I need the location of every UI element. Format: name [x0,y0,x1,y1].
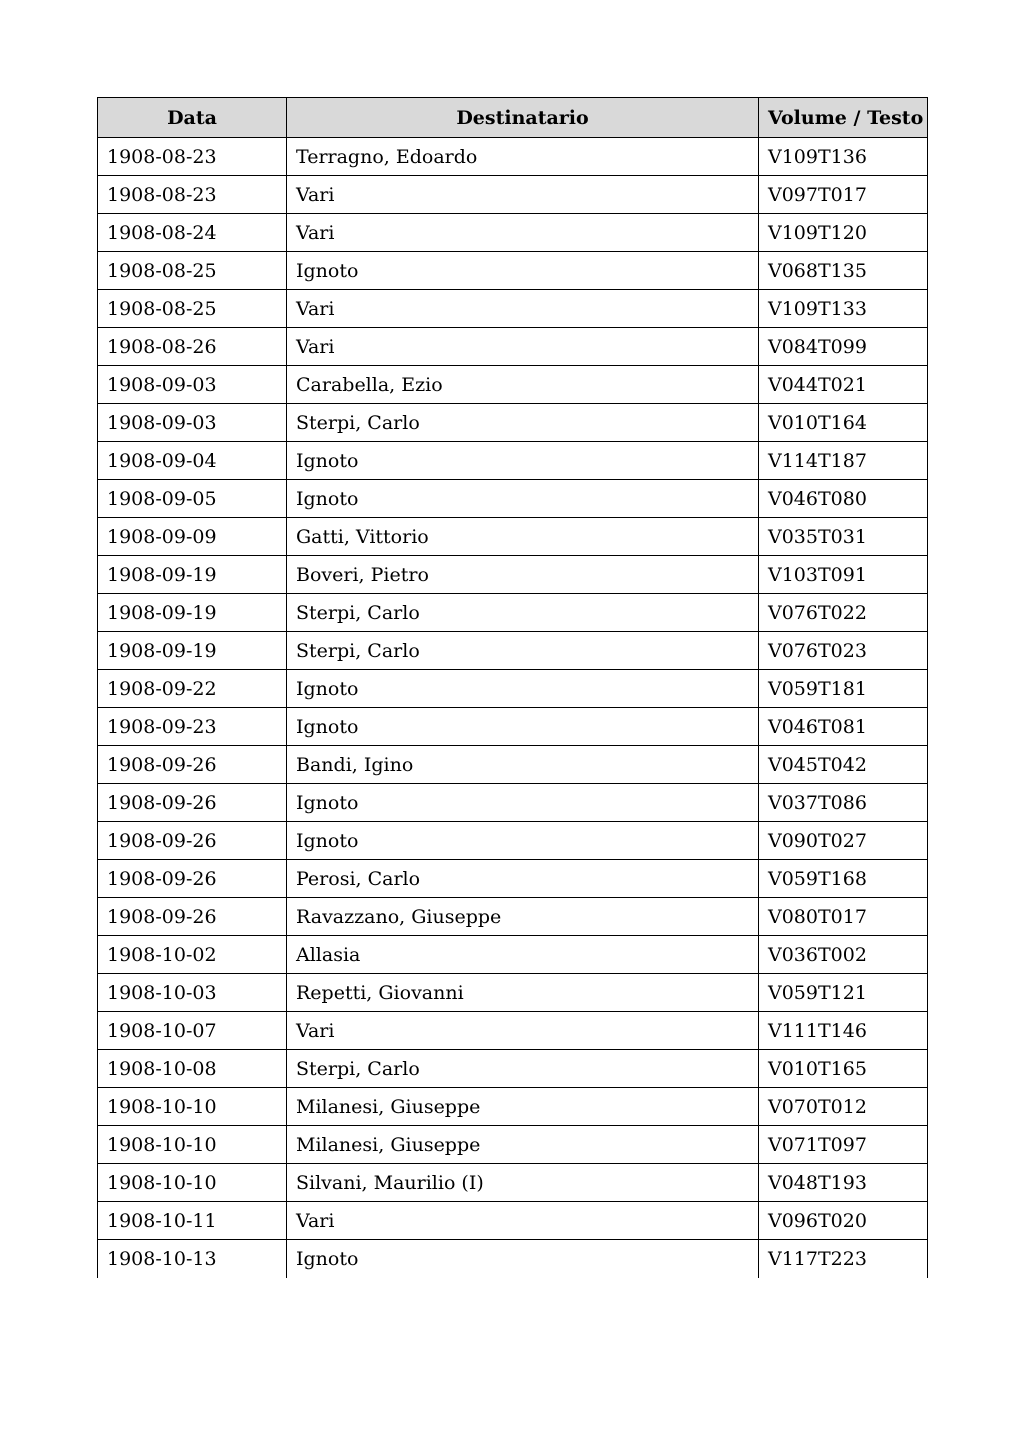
table-row [98,746,928,784]
table-row [98,632,928,670]
header-volume-testo: Volume / Testo [759,98,928,138]
cell-destinatario: Milanesi, Giuseppe [287,1126,759,1164]
cell-volume-testo: V035T031 [759,518,928,556]
cell-volume-testo: V117T223 [759,1240,928,1278]
cell-destinatario: Ignoto [287,252,759,290]
cell-data: 1908-09-22 [98,670,287,708]
table-row [98,214,928,252]
cell-destinatario: Silvani, Maurilio (I) [287,1164,759,1202]
table-row [98,176,928,214]
cell-volume-testo: V096T020 [759,1202,928,1240]
cell-data: 1908-10-10 [98,1088,287,1126]
cell-volume-testo: V076T023 [759,632,928,670]
table-body [98,138,928,1278]
cell-destinatario: Sterpi, Carlo [287,594,759,632]
cell-destinatario: Vari [287,1012,759,1050]
table-row [98,936,928,974]
cell-data: 1908-09-04 [98,442,287,480]
table-row [98,1240,928,1278]
table-row [98,784,928,822]
cell-volume-testo: V046T081 [759,708,928,746]
cell-data: 1908-09-26 [98,860,287,898]
cell-data: 1908-09-03 [98,404,287,442]
cell-data: 1908-09-26 [98,784,287,822]
table-row [98,480,928,518]
cell-volume-testo: V059T181 [759,670,928,708]
table-row [98,860,928,898]
cell-data: 1908-08-24 [98,214,287,252]
cell-volume-testo: V080T017 [759,898,928,936]
cell-data: 1908-09-23 [98,708,287,746]
cell-data: 1908-10-07 [98,1012,287,1050]
cell-destinatario: Milanesi, Giuseppe [287,1088,759,1126]
cell-volume-testo: V059T121 [759,974,928,1012]
cell-destinatario: Sterpi, Carlo [287,404,759,442]
table-header [98,98,928,138]
cell-data: 1908-10-13 [98,1240,287,1278]
cell-destinatario: Carabella, Ezio [287,366,759,404]
cell-data: 1908-10-10 [98,1126,287,1164]
cell-volume-testo: V037T086 [759,784,928,822]
cell-data: 1908-09-26 [98,898,287,936]
table-row [98,366,928,404]
table-row [98,290,928,328]
table-row [98,1050,928,1088]
cell-data: 1908-10-11 [98,1202,287,1240]
table-row [98,404,928,442]
cell-volume-testo: V046T080 [759,480,928,518]
table-row [98,1202,928,1240]
header-destinatario: Destinatario [287,98,759,138]
cell-data: 1908-10-08 [98,1050,287,1088]
cell-volume-testo: V010T164 [759,404,928,442]
cell-volume-testo: V084T099 [759,328,928,366]
cell-data: 1908-09-09 [98,518,287,556]
table-row [98,138,928,176]
cell-data: 1908-08-25 [98,252,287,290]
cell-volume-testo: V048T193 [759,1164,928,1202]
table-row [98,556,928,594]
cell-volume-testo: V059T168 [759,860,928,898]
cell-volume-testo: V071T097 [759,1126,928,1164]
cell-destinatario: Ignoto [287,822,759,860]
cell-volume-testo: V090T027 [759,822,928,860]
cell-destinatario: Vari [287,290,759,328]
table-row [98,822,928,860]
cell-data: 1908-10-03 [98,974,287,1012]
cell-data: 1908-09-26 [98,822,287,860]
table-row [98,442,928,480]
cell-volume-testo: V109T133 [759,290,928,328]
cell-volume-testo: V070T012 [759,1088,928,1126]
cell-volume-testo: V044T021 [759,366,928,404]
cell-destinatario: Vari [287,214,759,252]
cell-destinatario: Vari [287,328,759,366]
cell-destinatario: Ignoto [287,442,759,480]
header-data: Data [98,98,287,138]
cell-volume-testo: V103T091 [759,556,928,594]
cell-destinatario: Ignoto [287,708,759,746]
cell-destinatario: Sterpi, Carlo [287,1050,759,1088]
cell-volume-testo: V076T022 [759,594,928,632]
cell-volume-testo: V109T136 [759,138,928,176]
cell-destinatario: Ignoto [287,784,759,822]
cell-data: 1908-09-05 [98,480,287,518]
table-row [98,328,928,366]
table-row [98,898,928,936]
cell-volume-testo: V097T017 [759,176,928,214]
letters-table [97,97,928,1278]
cell-data: 1908-10-10 [98,1164,287,1202]
cell-volume-testo: V045T042 [759,746,928,784]
cell-data: 1908-09-26 [98,746,287,784]
cell-data: 1908-08-26 [98,328,287,366]
cell-destinatario: Sterpi, Carlo [287,632,759,670]
cell-volume-testo: V114T187 [759,442,928,480]
cell-data: 1908-09-03 [98,366,287,404]
table-row [98,708,928,746]
cell-destinatario: Repetti, Giovanni [287,974,759,1012]
cell-destinatario: Terragno, Edoardo [287,138,759,176]
cell-volume-testo: V068T135 [759,252,928,290]
table-row [98,974,928,1012]
cell-volume-testo: V036T002 [759,936,928,974]
cell-data: 1908-08-23 [98,176,287,214]
cell-destinatario: Vari [287,1202,759,1240]
cell-destinatario: Allasia [287,936,759,974]
cell-destinatario: Ignoto [287,480,759,518]
table-row [98,1164,928,1202]
cell-data: 1908-08-25 [98,290,287,328]
cell-destinatario: Boveri, Pietro [287,556,759,594]
cell-volume-testo: V010T165 [759,1050,928,1088]
table-row [98,1012,928,1050]
cell-data: 1908-09-19 [98,594,287,632]
cell-destinatario: Gatti, Vittorio [287,518,759,556]
cell-volume-testo: V109T120 [759,214,928,252]
cell-destinatario: Ignoto [287,670,759,708]
table-row [98,252,928,290]
table-row [98,670,928,708]
cell-volume-testo: V111T146 [759,1012,928,1050]
cell-data: 1908-10-02 [98,936,287,974]
cell-data: 1908-09-19 [98,556,287,594]
header-row [98,98,928,138]
cell-data: 1908-09-19 [98,632,287,670]
cell-destinatario: Vari [287,176,759,214]
table-row [98,1088,928,1126]
table-row [98,1126,928,1164]
table-row [98,518,928,556]
cell-destinatario: Ravazzano, Giuseppe [287,898,759,936]
cell-destinatario: Ignoto [287,1240,759,1278]
cell-destinatario: Bandi, Igino [287,746,759,784]
cell-destinatario: Perosi, Carlo [287,860,759,898]
cell-data: 1908-08-23 [98,138,287,176]
table-row [98,594,928,632]
